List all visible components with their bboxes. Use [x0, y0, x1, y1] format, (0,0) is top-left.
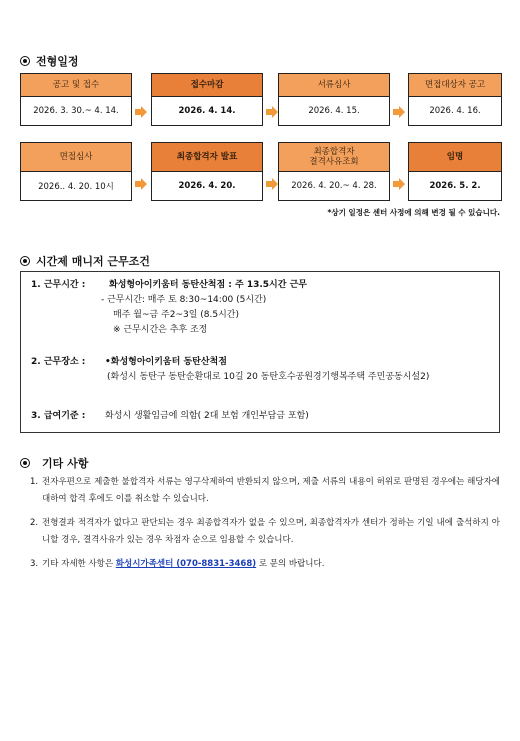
section-title-conditions [20, 253, 150, 269]
section-title-text: 시간제 매니저 근무조건 [36, 255, 150, 268]
etc-text: 전자우편으로 제출한 불합격자 서류는 영구삭제하여 반환되지 않으며, 제출 서류의 내용이 허위로 판명된 경우에는 해당자에 대하여 합격 후에도 이를 취소할 수 있습니다. [42, 477, 500, 504]
place-main: •화성형아이키움터 동탄산척점 [105, 357, 227, 367]
etc-number: 1. [30, 477, 39, 487]
etc-text: 전형결과 적격자가 없다고 판단되는 경우 최종합격자가 없을 수 있으며, 최종합격자가 센터가 정하는 기일 내에 출석하지 아니할 경우, 결격사유가 있는 경우 차점자 순으로 임용할 수 있습니다. [42, 518, 500, 545]
schedule-step-document-review [278, 73, 390, 126]
arrow-right-icon [135, 178, 147, 190]
arrow-right-icon [135, 106, 147, 118]
step-label-line: 최종합격자 [313, 147, 355, 157]
etc-item [30, 556, 500, 573]
step-date: 2026. 4. 16. [409, 97, 501, 125]
schedule-step-announcement [20, 73, 132, 126]
step-date: 2026. 5. 2. [409, 172, 501, 200]
contact-link[interactable]: 화성시가족센터 (070-8831-3468) [115, 559, 257, 569]
step-date: 2026. 3. 30.~ 4. 14. [21, 97, 131, 125]
pay-text: 화성시 생활임금에 의함( 2대 보험 개인부담금 포함) [105, 411, 309, 421]
place-label: 2. 근무장소 : [31, 357, 86, 367]
schedule-step-final-announcement [151, 142, 263, 201]
hours-label: 1. 근무시간 : [31, 280, 86, 290]
schedule-step-interview [20, 142, 132, 201]
step-date: 2026. 4. 20. [152, 172, 262, 200]
step-label: 서류심사 [279, 74, 389, 97]
step-date: 2026. 4. 15. [279, 97, 389, 125]
circle-bullet-icon [20, 56, 30, 66]
schedule-step-interview-notice [408, 73, 502, 126]
step-label-line: 결격사유조회 [309, 157, 359, 167]
schedule-step-deadline [151, 73, 263, 126]
hours-sub: 매주 월~금 주2~3일 (8.5시간) [113, 310, 240, 320]
circle-bullet-icon [20, 458, 30, 468]
etc-number: 2. [30, 518, 39, 528]
step-label: 공고 및 접수 [21, 74, 131, 97]
arrow-right-icon [266, 178, 278, 190]
etc-number: 3. [30, 559, 39, 569]
step-label: 최종합격자 발표 [152, 143, 262, 172]
conditions-box [20, 271, 500, 433]
step-label: 임명 [409, 143, 501, 172]
hours-main: 화성형아이키움터 동탄산척점 : 주 13.5시간 근무 [109, 280, 307, 290]
step-date: 2026. 4. 14. [152, 97, 262, 125]
etc-item [30, 515, 500, 549]
section-title-schedule [20, 53, 79, 69]
schedule-note: *상기 일정은 센터 사정에 의해 변경 될 수 있습니다. [327, 208, 500, 217]
pay-label: 3. 급여기준 : [31, 411, 86, 421]
schedule-step-appointment [408, 142, 502, 201]
step-label: 면접대상자 공고 [409, 74, 501, 97]
place-address: (화성시 동탄구 동탄순환대로 10길 20 동탄호수공원경기행복주택 주민공동시설2) [107, 372, 430, 382]
etc-text-after: 로 문의 바랍니다. [256, 559, 325, 569]
hours-sub: - 근무시간: 매주 토 8:30~14:00 (5시간) [101, 295, 267, 305]
arrow-right-icon [266, 106, 278, 118]
section-title-text: 기타 사항 [42, 457, 89, 470]
step-label [279, 143, 389, 172]
arrow-right-icon [393, 106, 405, 118]
step-label: 접수마감 [152, 74, 262, 97]
hours-sub: ※ 근무시간은 추후 조정 [113, 325, 208, 335]
step-label: 면접심사 [21, 143, 131, 172]
arrow-right-icon [393, 178, 405, 190]
etc-item [30, 474, 500, 508]
section-title-text: 전형일정 [36, 55, 79, 68]
etc-text [42, 556, 500, 573]
schedule-step-disqualification-check [278, 142, 390, 201]
section-title-etc [20, 455, 88, 471]
circle-bullet-icon [20, 256, 30, 266]
step-date: 2026. 4. 20.~ 4. 28. [279, 172, 389, 200]
step-date: 2026.. 4. 20. 10시 [21, 172, 131, 200]
etc-text-before: 기타 자세한 사항은 [42, 559, 116, 569]
